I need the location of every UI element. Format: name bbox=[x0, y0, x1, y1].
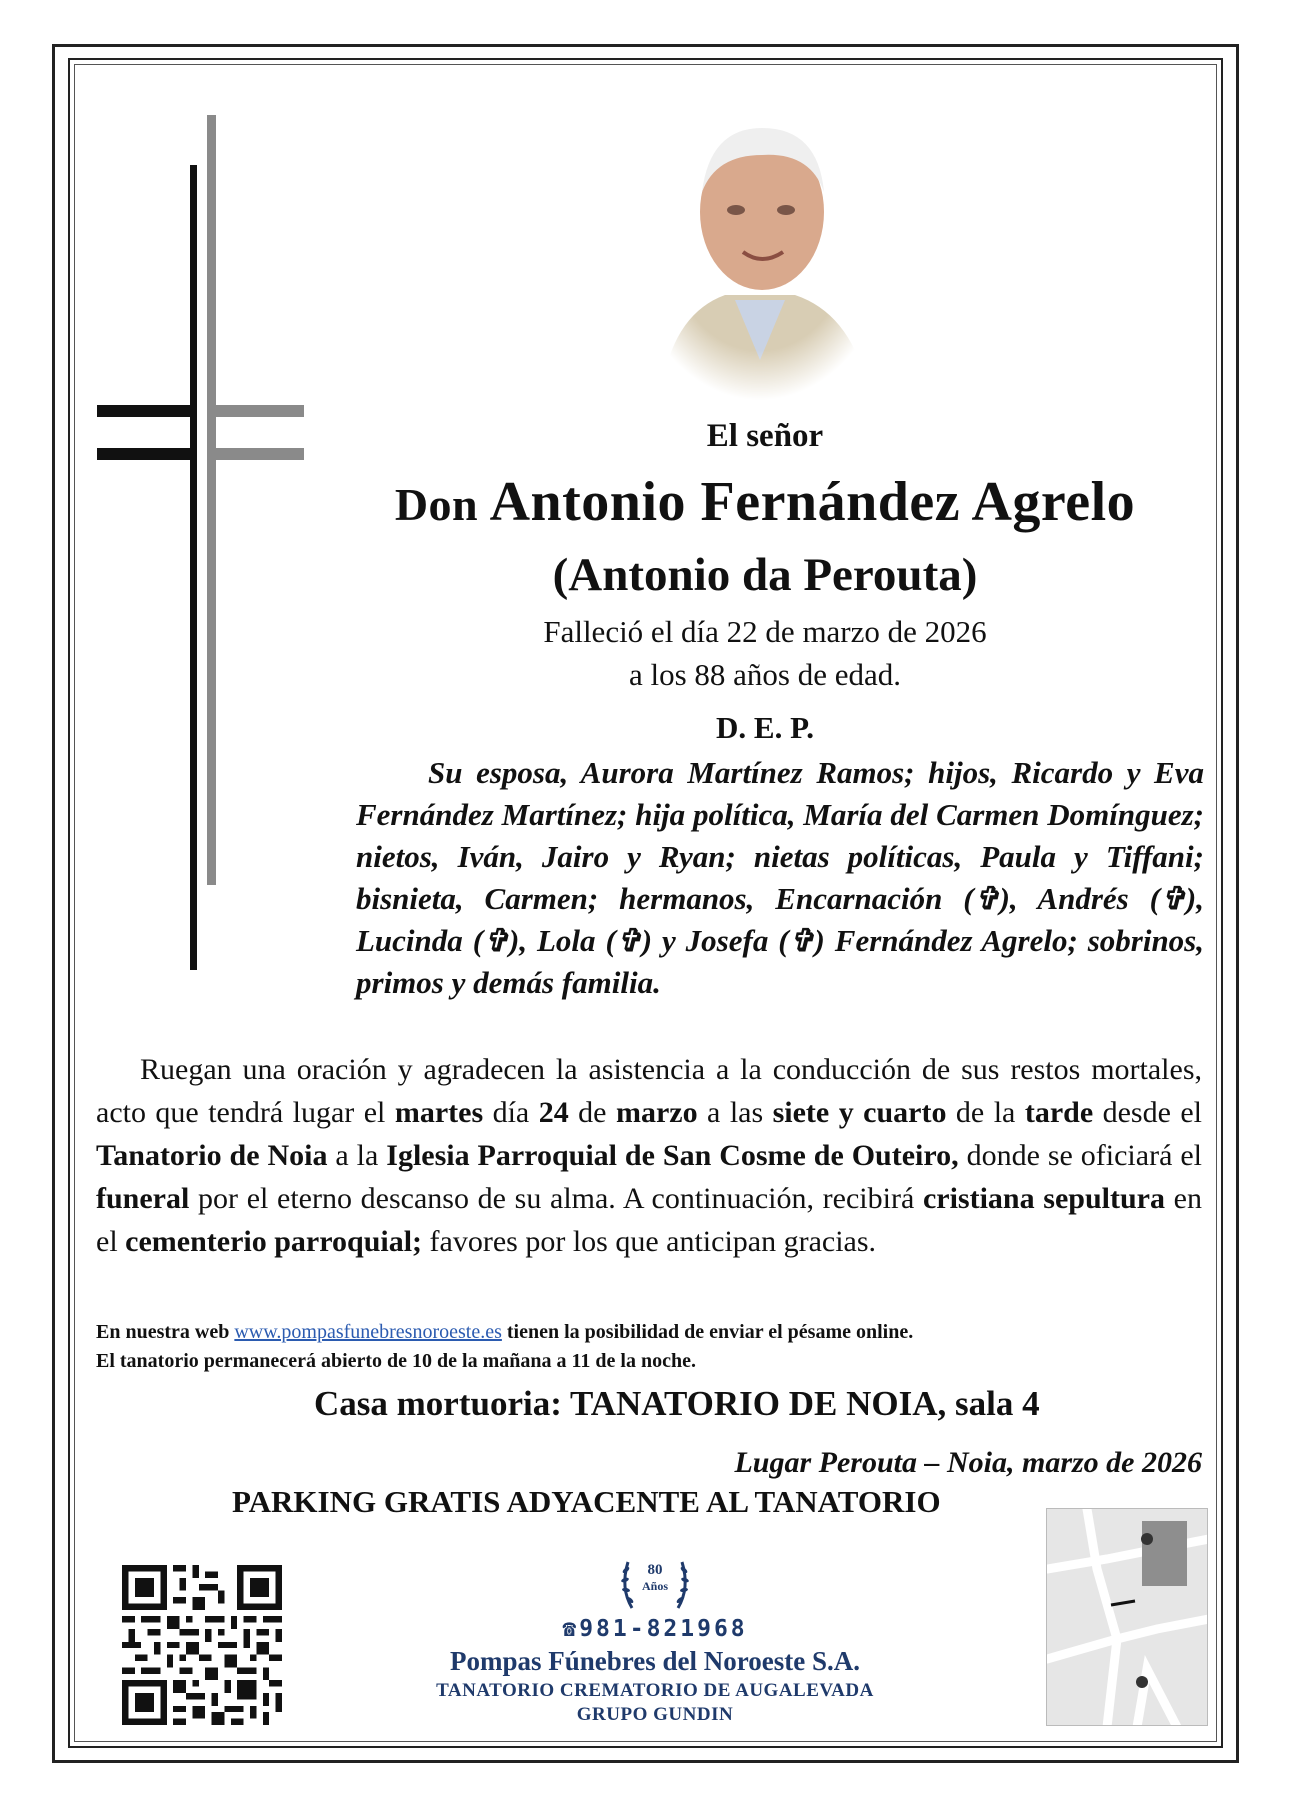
company-name: Pompas Fúnebres del Noroeste S.A. bbox=[450, 1646, 860, 1676]
emblem-years: Años bbox=[641, 1579, 668, 1593]
emblem-number: 80 bbox=[647, 1562, 663, 1578]
web-line: En nuestra web www.pompasfunebresnoroeste.es tienen la posibilidad de enviar el pésame online. bbox=[96, 1321, 914, 1343]
dep-line: D. E. P. bbox=[716, 710, 814, 745]
deceased-alias: (Antonio da Perouta) bbox=[552, 549, 978, 601]
phone-number[interactable]: ☎981-821968 bbox=[562, 1616, 748, 1642]
opening-hours: El tanatorio permanecerá abierto de 10 de la mañana a 11 de la noche. bbox=[96, 1350, 696, 1372]
cross-icon bbox=[95, 110, 315, 970]
place-date: Lugar Perouta – Noia, marzo de 2026 bbox=[734, 1446, 1202, 1479]
qr-code-icon[interactable] bbox=[122, 1565, 282, 1725]
phone-icon: ☎ bbox=[562, 1616, 580, 1642]
parking-note: PARKING GRATIS ADYACENTE AL TANATORIO bbox=[232, 1484, 941, 1519]
location-map[interactable] bbox=[1046, 1508, 1208, 1726]
web-info bbox=[96, 1318, 1206, 1376]
deceased-portrait bbox=[640, 100, 880, 400]
name-title: Don bbox=[394, 479, 479, 530]
website-link[interactable]: www.pompasfunebresnoroeste.es bbox=[234, 1321, 502, 1343]
anniversary-emblem-icon bbox=[618, 1548, 692, 1618]
family-list: Su esposa, Aurora Martínez Ramos; hijos, Ricardo y Eva Fernández Martínez; hija política, María del Carmen Domínguez; nietos, Iván, Jairo y Ryan; nietas políticas, Paula y Tiffani; bisnieta, Carmen; hermanos, Encarnación (✞), Andrés (✞), Lucinda (✞), Lola (✞) y Josefa (✞) Fernández Agrelo; sobrinos, primos y demás familia. bbox=[356, 755, 1204, 1000]
full-name: Antonio Fernández Agrelo bbox=[489, 471, 1136, 533]
deceased-name bbox=[330, 470, 1200, 534]
group-name: GRUPO GUNDIN bbox=[576, 1704, 734, 1725]
age-line: a los 88 años de edad. bbox=[628, 657, 902, 692]
ceremony-paragraph: Ruegan una oración y agradecen la asistencia a la conducción de sus restos mortales, acto que tendrá lugar el martes día 24 de marzo a las siete y cuarto de la tarde desde el Tanatorio de Noia a la Iglesia Parroquial de San Cosme de Outeiro, donde se oficiará el funeral por el eterno descanso de su alma. A continuación, recibirá cristiana sepultura en el cementerio parroquial; favores por los que anticipan gracias. bbox=[96, 1053, 1203, 1258]
prefix-title: El señor bbox=[706, 418, 824, 454]
crematorium-name: TANATORIO CREMATORIO DE AUGALEVADA bbox=[436, 1680, 874, 1701]
funeral-home: Casa mortuoria: TANATORIO DE NOIA, sala 4 bbox=[314, 1384, 1040, 1423]
death-date: Falleció el día 22 de marzo de 2026 bbox=[543, 614, 987, 649]
